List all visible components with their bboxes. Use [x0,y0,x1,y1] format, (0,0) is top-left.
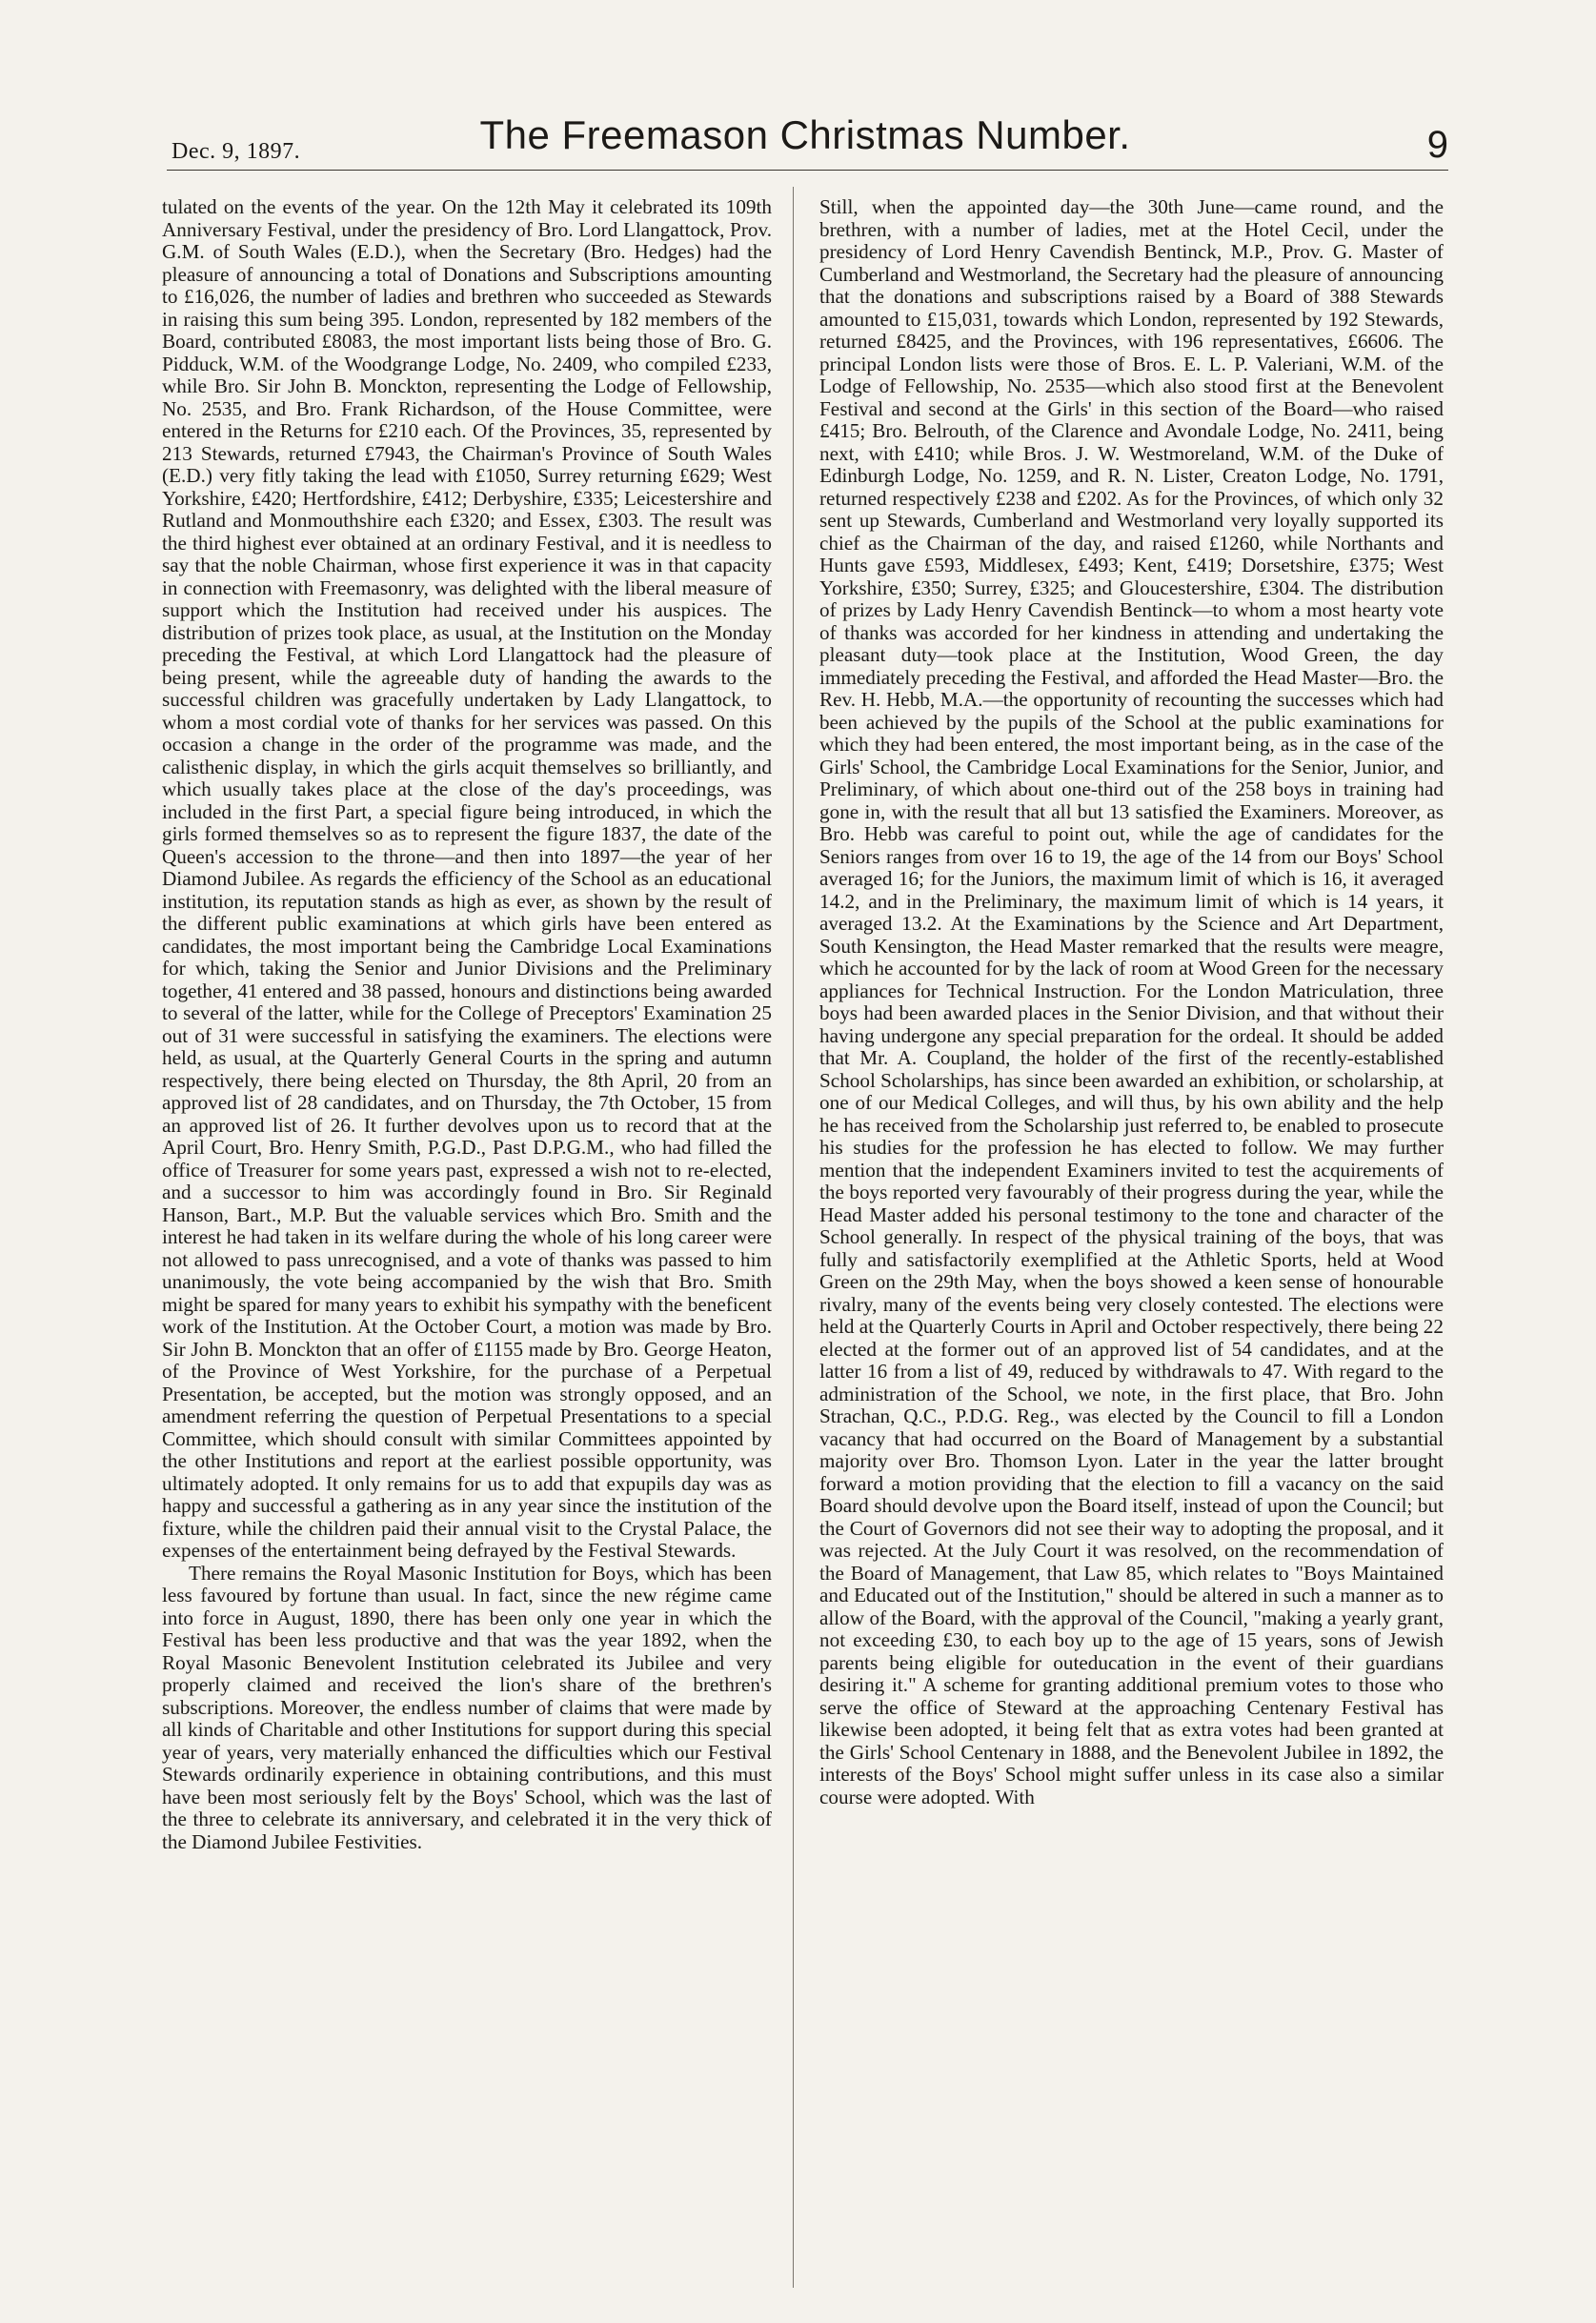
left-paragraph-2: There remains the Royal Masonic Institution for Boys, which has been less favoured by fortune than usual. In fact, since the new régime came into force in August, 1890, there has been only one year in which the Festival has been less productive and that was the year 1892, when the Royal Masonic Benevolent Institution celebrated its Jubilee and very properly claimed and received the lion's share of the brethren's subscriptions. Moreover, the endless number of claims that were made by all kinds of Charitable and other Institutions for support during this special year of years, very materially enhanced the difficulties which our Festival Stewards ordinarily experience in obtaining contributions, and this must have been most seriously felt by the Boys' School, which was the last of the three to celebrate its anniversary, and celebrated it in the very thick of the Diamond Jubilee Festivities. [162,1561,772,1853]
right-column [819,196,1444,2302]
column-divider [793,187,794,2288]
left-column [162,196,772,2302]
left-paragraph-1: tulated on the events of the year. On the 12th May it celebrated its 109th Anniversary Festival, under the presidency of Bro. Lord Llangattock, Prov. G.M. of South Wales (E.D.), when the Secretary (Bro. Hedges) had the pleasure of announcing a total of Donations and Subscriptions amounting to £16,026, the number of ladies and brethren who succeeded as Stewards in raising this sum being 395. London, represented by 182 members of the Board, contributed £8083, the most important lists being those of Bro. G. Pidduck, W.M. of the Woodgrange Lodge, No. 2409, who compiled £233, while Bro. Sir John B. Monckton, representing the Lodge of Fellowship, No. 2535, and Bro. Frank Richardson, of the House Committee, were entered in the Returns for £210 each. Of the Provinces, 35, represented by 213 Stewards, returned £7943, the Chairman's Province of South Wales (E.D.) very fitly taking the lead with £1050, Surrey returning £629; West Yorkshire, £420; Hertfordshire, £412; Derbyshire, £335; Leicestershire and Rutland and Monmouthshire each £320; and Essex, £303. The result was the third highest ever obtained at an ordinary Festival, and it is needless to say that the noble Chairman, whose first experience it was in that capacity in connection with Freemasonry, was delighted with the liberal measure of support which the Institution had received under his auspices. The distribution of prizes took place, as usual, at the Institution on the Monday preceding the Festival, at which Lord Llangattock had the pleasure of being present, while the agreeable duty of handing the awards to the successful children was gracefully undertaken by Lady Llangattock, to whom a most cordial vote of thanks for her services was passed. On this occasion a change in the order of the programme was made, and the calisthenic display, in which the girls acquit themselves so brilliantly, and which usually takes place at the close of the day's proceedings, was included in the first Part, a special figure being introduced, in which the girls formed themselves so as to represent the figure 1837, the date of the Queen's accession to the throne—and then into 1897—the year of her Diamond Jubilee. As regards the efficiency of the School as an educational institution, its reputation stands as high as ever, as shown by the result of the different public examinations at which girls have been entered as candidates, the most important being the Cambridge Local Examinations for which, taking the Senior and Junior Divisions and the Preliminary together, 41 entered and 38 passed, honours and distinctions being awarded to several of the latter, while for the College of Preceptors' Examination 25 out of 31 were successful in satisfying the examiners. The elections were held, as usual, at the Quarterly General Courts in the spring and autumn respectively, there being elected on Thursday, the 8th April, 20 from an approved list of 28 candidates, and on Thursday, the 7th October, 15 from an approved list of 26. It further devolves upon us to record that at the April Court, Bro. Henry Smith, P.G.D., Past D.P.G.M., who had filled the office of Treasurer for some years past, expressed a wish not to re-elected, and a successor to him was accordingly found in Bro. Sir Reginald Hanson, Bart., M.P. But the valuable services which Bro. Smith and the interest he had taken in its welfare during the whole of his long career were not allowed to pass unrecognised, and a vote of thanks was passed to him unanimously, the vote being accompanied by the wish that Bro. Smith might be spared for many years to exhibit his sympathy with the beneficent work of the Institution. At the October Court, a motion was made by Bro. Sir John B. Monckton that an offer of £1155 made by Bro. George Heaton, of the Province of West Yorkshire, for the purchase of a Perpetual Presentation, be accepted, but the motion was strongly opposed, and an amendment referring the question of Perpetual Presentations to a special Committee, which should consult with similar Committees appointed by the other Institutions and report at the earliest possible opportunity, was ultimately adopted. It only remains for us to add that expupils day was as happy and successful a gathering as in any year since the institution of the fixture, while the children paid their annual visit to the Crystal Palace, the expenses of the entertainment being defrayed by the Festival Stewards. [162,196,772,1562]
right-paragraph-1: Still, when the appointed day—the 30th June—came round, and the brethren, with a number of ladies, met at the Hotel Cecil, under the presidency of Lord Henry Cavendish Bentinck, M.P., Prov. G. Master of Cumberland and Westmorland, the Secretary had the pleasure of announcing that the donations and subscriptions raised by a Board of 388 Stewards amounted to £15,031, towards which London, represented by 192 Stewards, returned £8425, and the Provinces, with 196 representatives, £6606. The principal London lists were those of Bros. E. L. P. Valeriani, W.M. of the Lodge of Fellowship, No. 2535—which also stood first at the Benevolent Festival and second at the Girls' in this section of the Board—who raised £415; Bro. Belrouth, of the Clarence and Avondale Lodge, No. 2411, being next, with £410; while Bros. J. W. Westmoreland, W.M. of the Duke of Edinburgh Lodge, No. 1259, and R. N. Lister, Creaton Lodge, No. 1791, returned respectively £238 and £202. As for the Provinces, of which only 32 sent up Stewards, Cumberland and Westmorland very loyally supported its chief as the Chairman of the day, and raised £1260, while Northants and Hunts gave £593, Middlesex, £493; Kent, £419; Dorsetshire, £375; West Yorkshire, £350; Surrey, £325; and Gloucestershire, £304. The distribution of prizes by Lady Henry Cavendish Bentinck—to whom a most hearty vote of thanks was accorded for her kindness in attending and undertaking the pleasant duty—took place at the Institution, Wood Green, the day immediately preceding the Festival, and afforded the Head Master—Bro. the Rev. H. Hebb, M.A.—the opportunity of recounting the successes which had been achieved by the pupils of the School at the public examinations for which they had been entered, the most important being, as in the case of the Girls' School, the Cambridge Local Examinations for the Senior, Junior, and Preliminary, of which about one-third out of the 258 boys in training had gone in, with the result that all but 13 satisfied the Examiners. Moreover, as Bro. Hebb was careful to point out, while the age of candidates for the Seniors ranges from over 16 to 19, the age of the 14 from our Boys' School averaged 16; for the Juniors, the maximum limit of which is 16, it averaged 14.2, and in the Preliminary, the maximum limit of which is 14 years, it averaged 13.2. At the Examinations by the Science and Art Department, South Kensington, the Head Master remarked that the results were meagre, which he accounted for by the lack of room at Wood Green for the necessary appliances for Technical Instruction. For the London Matriculation, three boys had been awarded places in the Senior Division, and that without their having undergone any special preparation for the ordeal. It should be added that Mr. A. Coupland, the holder of the first of the recently-established School Scholarships, has since been awarded an exhibition, or scholarship, at one of our Medical Colleges, and will thus, by his own ability and the help he has received from the Scholarship just referred to, be enabled to prosecute his studies for the profession he has elected to follow. We may further mention that the independent Examiners invited to test the acquirements of the boys reported very favourably of their progress during the year, while the Head Master added his personal testimony to the tone and character of the School generally. In respect of the physical training of the boys, that was fully and satisfactorily exemplified at the Athletic Sports, held at Wood Green on the 29th May, when the boys showed a keen sense of honourable rivalry, many of the events being very closely contested. The elections were held at the Quarterly Courts in April and October respectively, there being 22 elected at the former out of an approved list of 54 candidates, and at the latter 16 from a list of 49, reduced by withdrawals to 47. With regard to the administration of the School, we note, in the first place, that Bro. John Strachan, Q.C., P.D.G. Reg., was elected by the Council to fill a London vacancy that had occurred on the Board of Management by a substantial majority over Bro. Thomson Lyon. Later in the year the latter brought forward a motion providing that the election to fill a vacancy on the said Board should devolve upon the Board itself, instead of upon the Council; but the Court of Governors did not see their way to adopting the proposal, and it was rejected. At the July Court it was resolved, on the recommendation of the Board of Management, that Law 85, which relates to "Boys Maintained and Educated out of the Institution," should be altered in such a manner as to allow of the Board, with the approval of the Council, "making a yearly grant, not exceeding £30, to each boy up to the age of 15 years, sons of Jewish parents being eligible for outeducation in the event of their guardians desiring it." A scheme for granting additional premium votes to those who serve the office of Steward at the approaching Centenary Festival has likewise been adopted, it being felt that as extra votes had been granted at the Girls' School Centenary in 1888, and the Benevolent Jubilee in 1892, the interests of the Boys' School might suffer unless in its case also a similar course were adopted. With [819,196,1444,1808]
issue-date: Dec. 9, 1897. [172,139,301,164]
page-header [162,112,1448,170]
publication-title: The Freemason Christmas Number. [479,112,1131,157]
header-rule [167,170,1448,171]
page-number: 9 [1426,124,1448,166]
